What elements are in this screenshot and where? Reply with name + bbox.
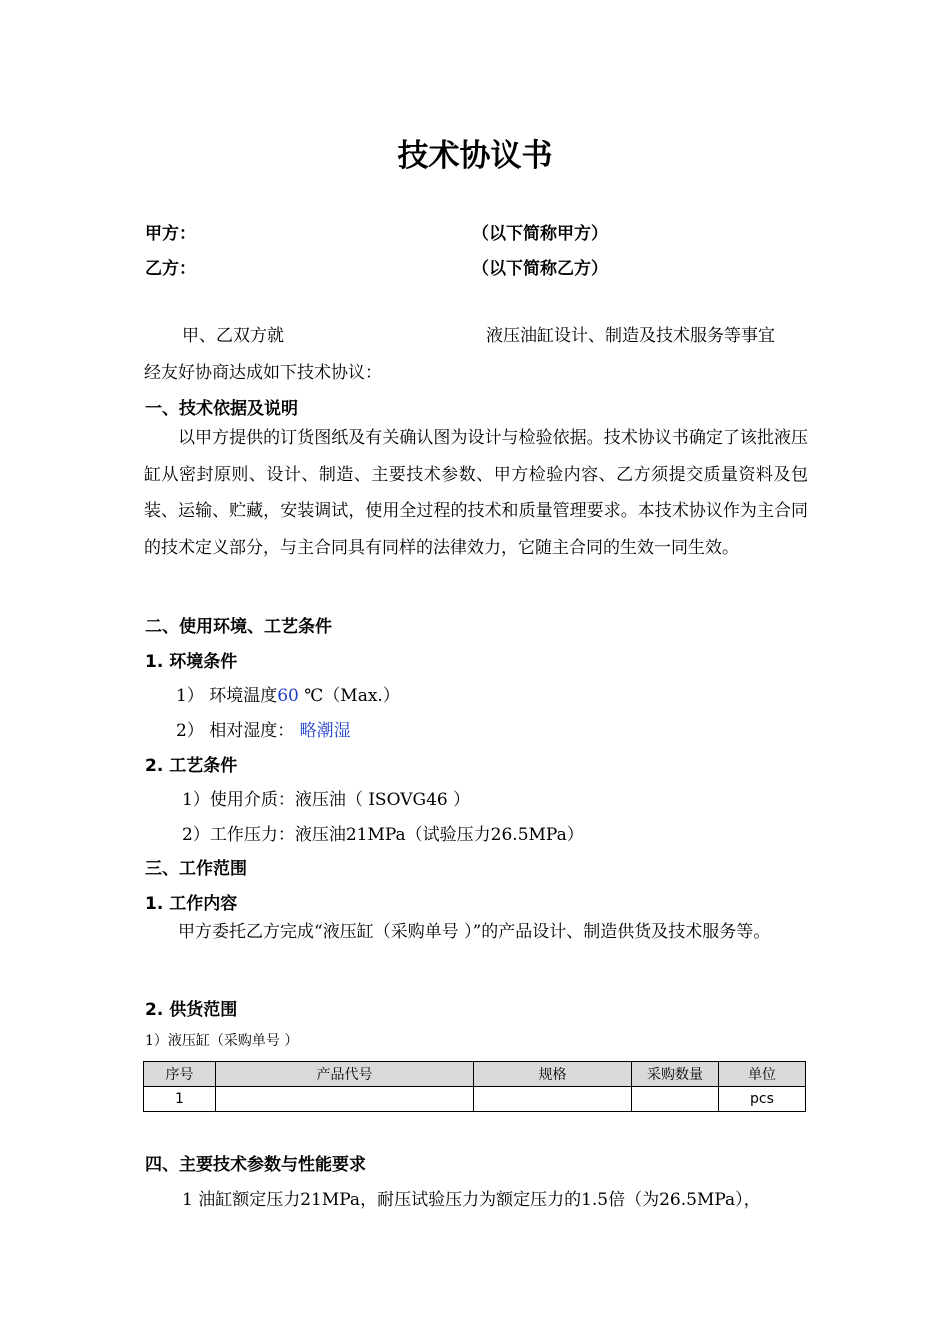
cell-quantity: [632, 1087, 719, 1112]
intro-line1-end: 液压油缸设计、制造及技术服务等事宜: [486, 326, 775, 346]
section-3-1-heading: 1. 工作内容: [145, 894, 238, 914]
section-2-2-heading: 2. 工艺条件: [145, 756, 238, 776]
env-humidity-label: 2） 相对湿度：: [176, 721, 295, 741]
section-3-heading: 三、工作范围: [145, 859, 247, 879]
col-header-quantity: 采购数量: [632, 1062, 719, 1087]
env-temperature-unit: ℃（Max.）: [298, 686, 400, 706]
env-temperature-label: 1） 环境温度: [176, 686, 278, 706]
cell-index: 1: [144, 1087, 216, 1112]
party-a-label: 甲方：: [145, 224, 196, 244]
col-header-unit: 单位: [719, 1062, 806, 1087]
section-2-1-heading: 1. 环境条件: [145, 652, 238, 672]
section-2-heading: 二、使用环境、工艺条件: [145, 617, 332, 637]
col-header-product-code: 产品代号: [216, 1062, 474, 1087]
cell-unit: pcs: [719, 1087, 806, 1112]
section-1-paragraph: 以甲方提供的订货图纸及有关确认图为设计与检验依据。技术协议书确定了该批液压缸从密封原则、设计、制造、主要技术参数、甲方检验内容、乙方须提交质量资料及包装、运输、贮藏，安装调试，使用全过程的技术和质量管理要求。本技术协议作为主合同的技术定义部分，与主合同具有同样的法律效力，它随主合同的生效一同生效。: [144, 428, 808, 558]
supply-caption: 1）液压缸（采购单号 ）: [145, 1033, 299, 1049]
env-humidity-value: 略潮湿: [299, 721, 351, 741]
process-medium: 1）使用介质：液压油（ ISOVG46 ）: [182, 790, 471, 810]
env-temperature-value: 60: [277, 686, 299, 706]
process-pressure: 2）工作压力：液压油21MPa（试验压力26.5MPa）: [182, 825, 584, 845]
intro-line1-start: 甲、乙双方就: [182, 326, 284, 346]
document-title: 技术协议书: [397, 138, 553, 174]
section-4-line-1: 1 油缸额定压力21MPa，耐压试验压力为额定压力的1.5倍（为26.5MPa），: [182, 1190, 761, 1210]
party-b-note: （以下简称乙方）: [472, 259, 608, 279]
env-temperature: [176, 681, 400, 706]
party-b-label: 乙方：: [145, 259, 196, 279]
table-row: [144, 1087, 806, 1112]
cell-spec: [474, 1087, 632, 1112]
col-header-spec: 规格: [474, 1062, 632, 1087]
section-4-heading: 四、主要技术参数与性能要求: [145, 1155, 366, 1175]
section-3-2-heading: 2. 供货范围: [145, 1000, 238, 1020]
supply-table: [143, 1061, 806, 1112]
intro-line2: 经友好协商达成如下技术协议：: [144, 363, 382, 383]
cell-product-code: [216, 1087, 474, 1112]
env-humidity: [176, 716, 351, 741]
party-a-note: （以下简称甲方）: [472, 224, 608, 244]
work-content-paragraph: 甲方委托乙方完成“液压缸（采购单号 ）”的产品设计、制造供货及技术服务等。: [178, 922, 771, 942]
section-1-heading: 一、技术依据及说明: [145, 399, 298, 419]
col-header-index: 序号: [144, 1062, 216, 1087]
table-header-row: [144, 1062, 806, 1087]
